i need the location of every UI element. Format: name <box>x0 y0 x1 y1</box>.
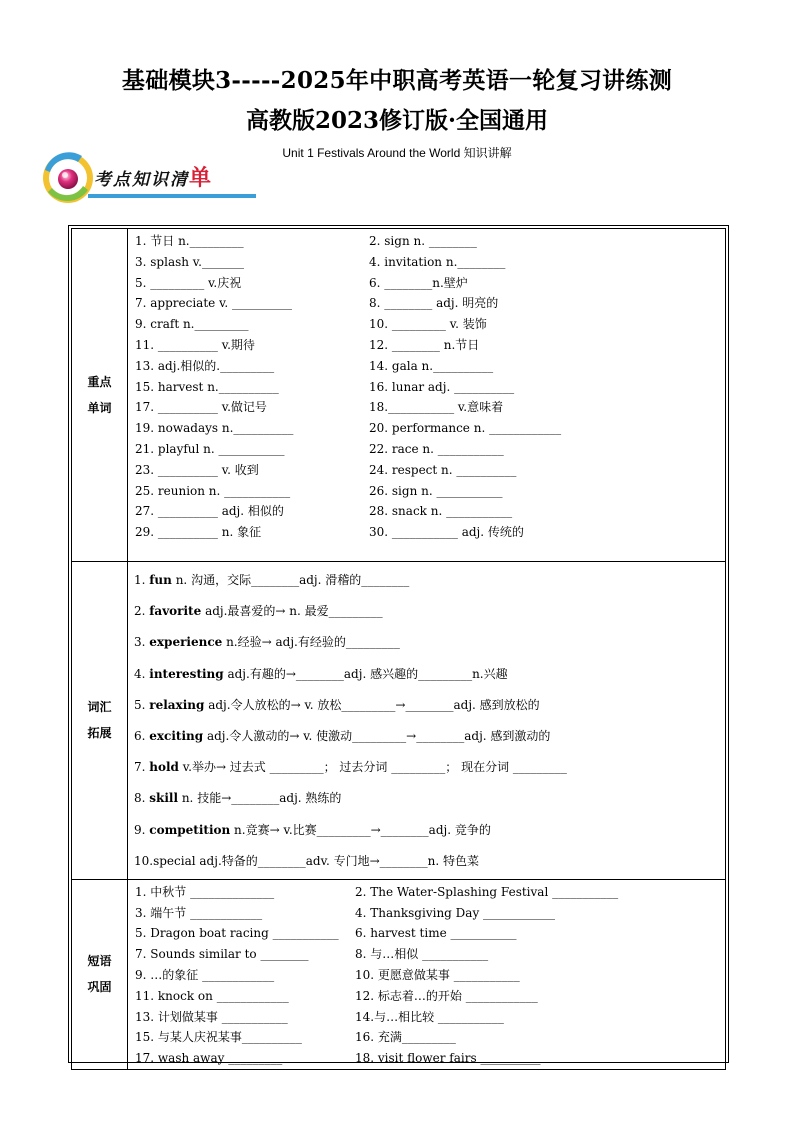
vocab-expansion-item <box>134 848 725 879</box>
vocab-expansion-item <box>134 567 725 598</box>
key-word-item: 22. race n. ___________ <box>369 441 504 456</box>
key-word-item: 10. _________ v. 装饰 <box>369 317 487 332</box>
subtitle: Unit 1 Festivals Around the World 知识讲解 <box>282 146 512 160</box>
item-number: 3. <box>134 635 150 650</box>
vocab-expansion-content <box>128 562 726 880</box>
key-word-item: 17. __________ v.做记号 <box>135 400 267 415</box>
key-word-item: 29. __________ n. 象征 <box>135 525 262 540</box>
key-word-item: 11. __________ v.期待 <box>135 337 255 352</box>
key-words-content <box>128 229 726 562</box>
title-line-1: 基础模块3-----2025年中职高考英语一轮复习讲练测 <box>121 67 673 94</box>
key-word-item: 7. appreciate v. __________ <box>135 296 293 311</box>
item-headword: hold <box>149 760 179 775</box>
item-exercise: n. 技能→________adj. 熟练的 <box>178 791 342 806</box>
item-headword: exciting <box>149 728 204 743</box>
badge-label-last: 单 <box>189 165 214 191</box>
key-word-item: 16. lunar adj. __________ <box>369 379 515 394</box>
phrase-item: 18. visit flower fairs __________ <box>355 1051 541 1066</box>
key-word-item: 25. reunion n. ___________ <box>135 483 291 498</box>
key-word-item: 27. __________ adj. 相似的 <box>135 504 284 519</box>
item-number: 7. <box>134 760 150 775</box>
item-number: 5. <box>134 697 150 712</box>
label-line: 巩固 <box>87 980 112 995</box>
item-headword: experience <box>149 635 223 650</box>
phrase-item: 9. …的象征 ____________ <box>135 968 275 983</box>
phrase-item: 10. 更愿意做某事 ___________ <box>355 968 520 983</box>
item-exercise: adj.令人激动的→ v. 使激动_________→________adj. 感到激动的 <box>203 728 551 743</box>
phrase-item: 13. 计划做某事 ___________ <box>135 1009 288 1024</box>
phrase-item: 15. 与某人庆祝某事__________ <box>135 1030 302 1045</box>
key-word-item: 6. ________n.壁炉 <box>369 275 468 290</box>
item-number: 10. <box>134 853 154 868</box>
key-word-item: 20. performance n. ____________ <box>369 421 562 436</box>
phrases-grid <box>128 880 725 1069</box>
key-word-item: 30. ___________ adj. 传统的 <box>369 525 524 540</box>
label-line: 拓展 <box>87 726 112 741</box>
item-exercise: special adj.特备的________adv. 专门地→________n. 特色菜 <box>153 853 480 868</box>
key-word-item: 14. gala n.__________ <box>369 358 494 373</box>
item-number: 6. <box>134 728 150 743</box>
key-word-item: 8. ________ adj. 明亮的 <box>369 296 499 311</box>
vocab-expansion-item <box>134 661 725 692</box>
knowledge-table <box>71 228 726 1070</box>
key-word-item: 5. _________ v.庆祝 <box>135 275 242 290</box>
badge-label-main: 考点知识清 <box>94 170 189 190</box>
phrase-item: 5. Dragon boat racing ___________ <box>135 926 339 941</box>
key-word-item: 19. nowadays n.__________ <box>135 421 294 436</box>
phrase-item: 17. wash away _________ <box>135 1051 283 1066</box>
key-word-item: 12. ________ n.节日 <box>369 337 480 352</box>
vocab-expansion-item <box>134 754 725 785</box>
key-word-item: 1. 节日 n._________ <box>135 234 244 248</box>
item-number: 4. <box>134 666 150 681</box>
phrase-item: 3. 端午节 ____________ <box>135 905 263 920</box>
item-headword: skill <box>149 791 179 806</box>
key-word-item: 21. playful n. ___________ <box>135 441 285 456</box>
key-word-item: 13. adj.相似的._________ <box>135 358 275 373</box>
key-word-item: 2. sign n. ________ <box>369 234 477 248</box>
key-word-item: 15. harvest n.__________ <box>135 379 279 394</box>
section-label-key-words <box>72 229 128 562</box>
item-headword: fun <box>149 573 172 587</box>
key-words-grid <box>128 229 725 543</box>
section-phrases <box>72 879 726 1069</box>
item-number: 1. <box>134 573 150 587</box>
phrase-item: 4. Thanksgiving Day ____________ <box>355 905 556 920</box>
item-exercise: adj.有趣的→________adj. 感兴趣的_________n.兴趣 <box>223 666 508 681</box>
item-exercise: n.经验→ adj.有经验的_________ <box>222 635 400 650</box>
item-exercise: n.竞赛→ v.比赛_________→________adj. 竞争的 <box>230 822 491 837</box>
section-label-phrases <box>72 879 128 1069</box>
key-word-item: 9. craft n._________ <box>135 317 249 332</box>
phrase-item: 12. 标志着…的开始 ____________ <box>355 988 538 1003</box>
item-headword: relaxing <box>149 697 205 712</box>
phrase-item: 1. 中秋节 ______________ <box>135 884 275 899</box>
item-headword: favorite <box>149 604 202 619</box>
vocab-expansion-item <box>134 785 725 816</box>
item-number: 2. <box>134 604 150 619</box>
section-label-vocab-expansion <box>72 562 128 880</box>
key-word-item: 24. respect n. __________ <box>369 462 517 477</box>
phrase-item: 14.与…相比较 ___________ <box>355 1009 504 1024</box>
phrase-item: 8. 与…相似 ___________ <box>355 947 489 962</box>
label-line: 词汇 <box>87 700 112 715</box>
item-headword: competition <box>149 822 231 837</box>
section-vocab-expansion <box>72 562 726 880</box>
item-headword: interesting <box>149 666 224 681</box>
item-exercise: v.举办→ 过去式 _________； 过去分词 _________； 现在分词 _________ <box>178 760 567 775</box>
item-exercise: n. 沟通，交际________adj. 滑稽的________ <box>171 573 410 587</box>
vocab-expansion-item <box>134 598 725 629</box>
item-number: 8. <box>134 791 150 806</box>
vocab-expansion-item <box>134 629 725 660</box>
badge-label <box>94 161 213 192</box>
item-exercise: adj.令人放松的→ v. 放松_________→________adj. 感到放松的 <box>204 697 540 712</box>
vocab-expansion-item <box>134 723 725 754</box>
vocab-expansion-item <box>134 817 725 848</box>
key-word-item: 3. splash v._______ <box>135 254 244 269</box>
phrase-item: 16. 充满_________ <box>355 1030 456 1045</box>
title-line-2: 高教版2023修订版·全国通用 <box>245 107 549 134</box>
vocab-expansion-list <box>128 562 725 879</box>
section-key-words <box>72 229 726 562</box>
key-word-item: 28. snack n. ___________ <box>369 504 513 519</box>
phrase-item: 2. The Water-Splashing Festival ___________ <box>355 884 619 899</box>
item-exercise: adj.最喜爱的→ n. 最爱_________ <box>201 604 383 619</box>
phrase-item: 7. Sounds similar to ________ <box>135 947 309 962</box>
item-number: 9. <box>134 822 150 837</box>
vocab-expansion-item <box>134 692 725 723</box>
phrase-item: 6. harvest time ___________ <box>355 926 517 941</box>
label-line: 单词 <box>87 401 112 415</box>
key-word-item: 4. invitation n.________ <box>369 254 506 269</box>
phrases-content <box>128 879 726 1069</box>
label-line: 重点 <box>87 375 112 389</box>
phrase-item: 11. knock on ____________ <box>135 988 289 1003</box>
key-word-item: 18.___________ v.意味着 <box>369 400 504 415</box>
label-line: 短语 <box>87 954 112 969</box>
key-word-item: 23. __________ v. 收到 <box>135 462 259 477</box>
key-word-item: 26. sign n. ___________ <box>369 483 503 498</box>
